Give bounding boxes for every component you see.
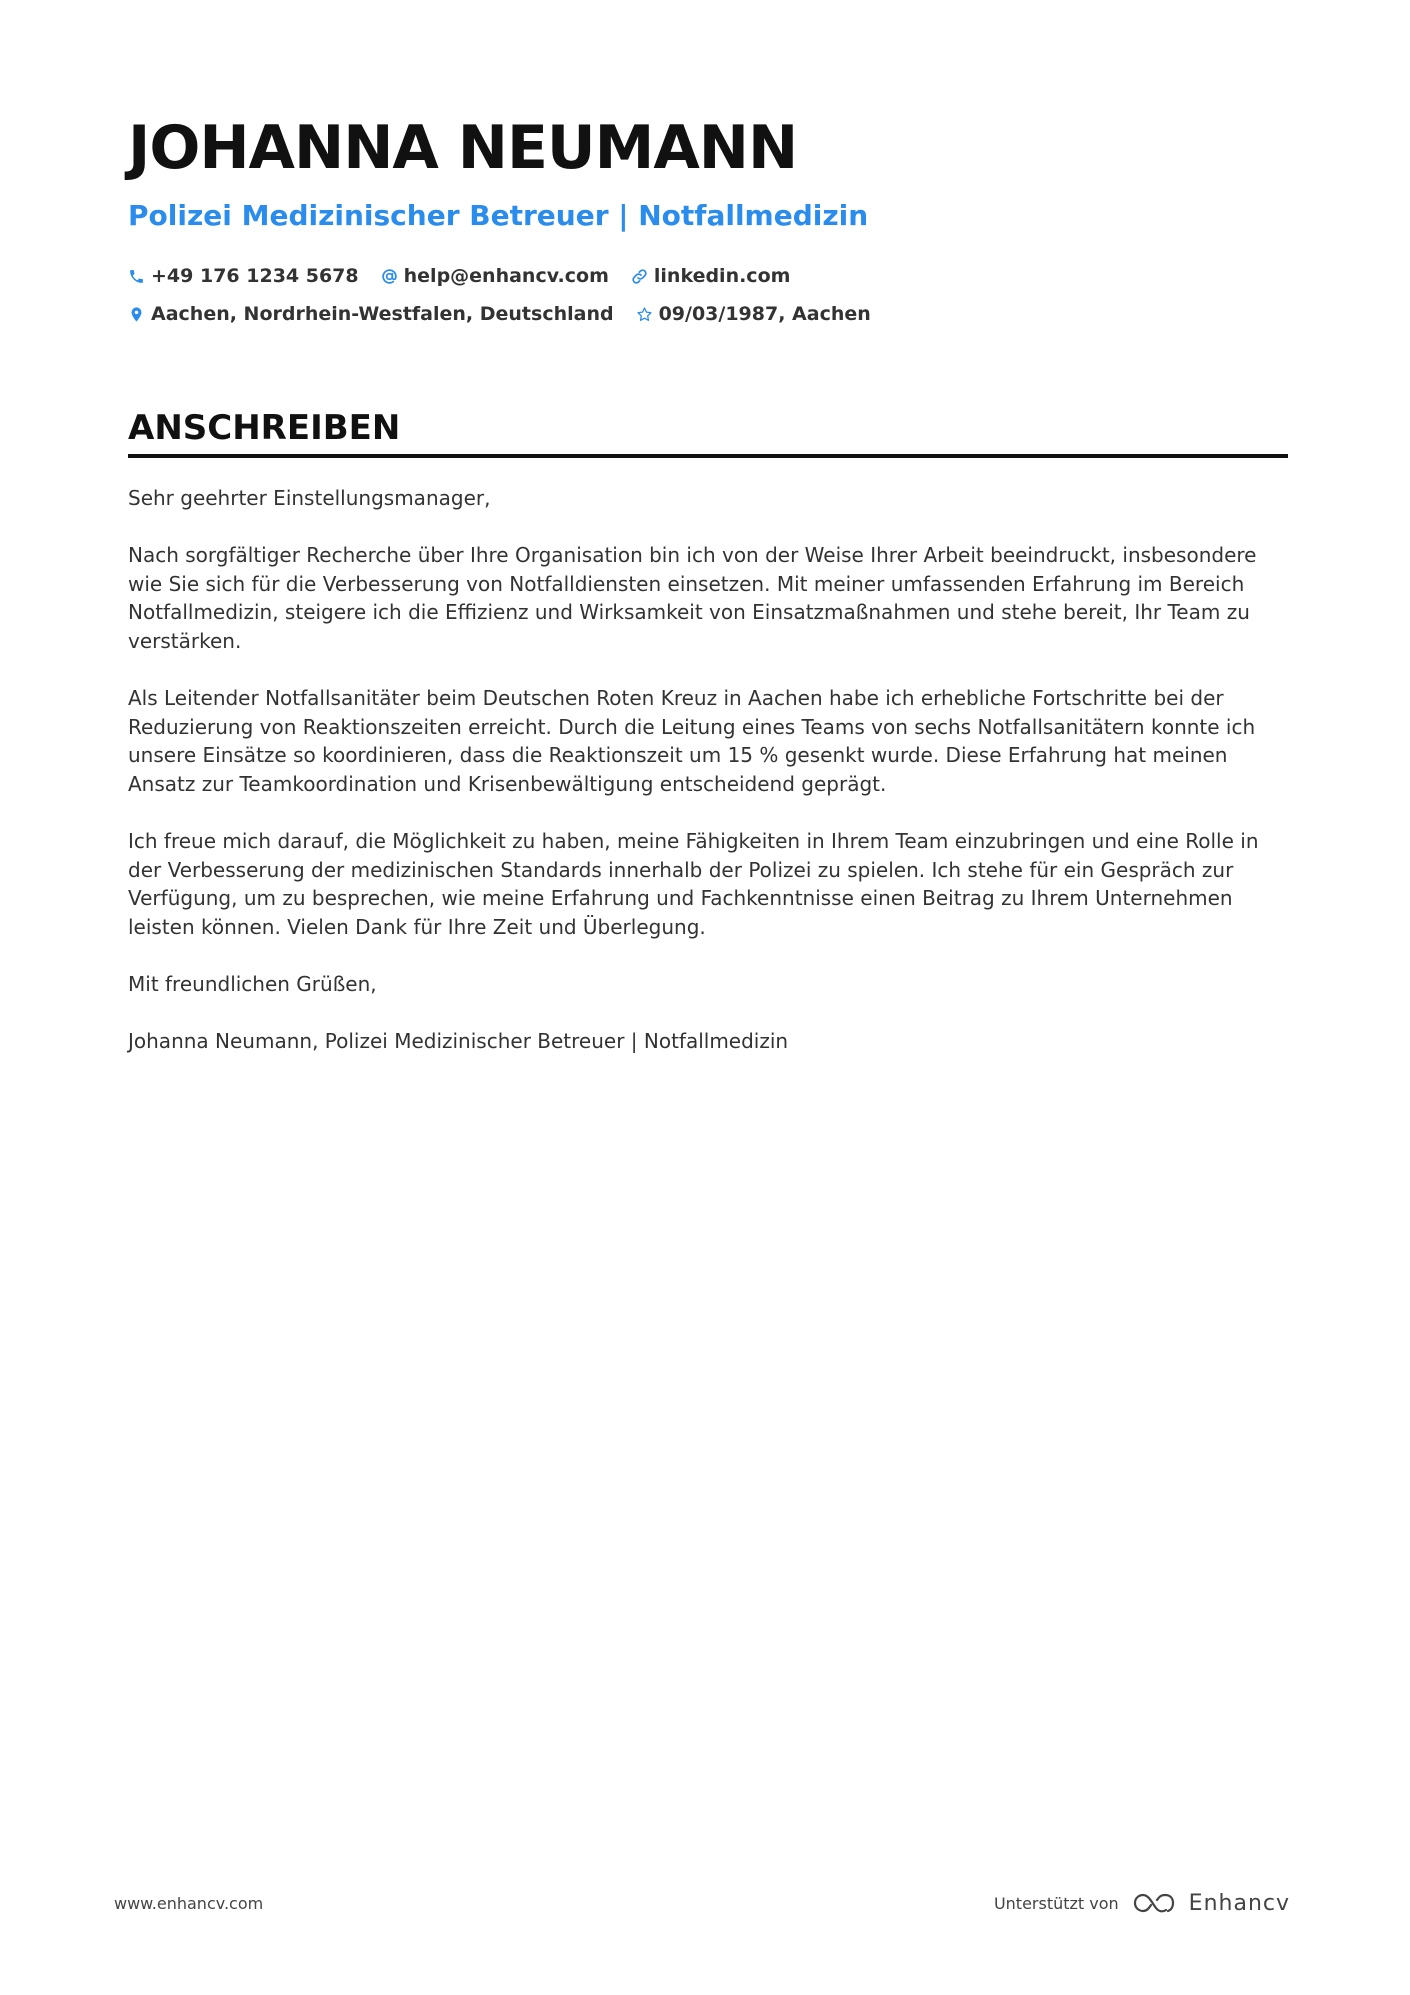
- letter-signature: Johanna Neumann, Polizei Medizinischer Betreuer | Notfallmedizin: [128, 1029, 789, 1054]
- section-title: ANSCHREIBEN: [128, 408, 401, 448]
- contact-phone[interactable]: [128, 262, 359, 290]
- cover-letter-section: [128, 405, 1288, 1084]
- phone-icon: [128, 268, 145, 285]
- letter-salutation: Sehr geehrter Einstellungsmanager,: [128, 486, 491, 510]
- contact-location-text: Aachen, Nordrhein-Westfalen, Deutschland: [151, 303, 614, 325]
- candidate-title: Polizei Medizinischer Betreuer | Notfallmedizin: [128, 199, 869, 232]
- letter-closing: Mit freundlichen Grüßen,: [128, 972, 377, 997]
- contact-birth: [636, 300, 871, 328]
- section-divider: [128, 454, 1288, 458]
- contact-email-text: help@enhancv.com: [403, 265, 609, 287]
- at-icon: [381, 268, 398, 285]
- contact-list: [128, 262, 1288, 328]
- contact-linkedin-text: linkedin.com: [653, 265, 791, 287]
- contact-location: [128, 300, 614, 328]
- powered-by-label: Unterstützt von: [993, 1893, 1119, 1913]
- letter-paragraph: Ich freue mich darauf, die Möglichkeit zu haben, meine Fähigkeiten in Ihrem Team einzubringen und eine Rolle in der Verbesserung der medizinischen Standards innerhalb der Polizei zu spielen. Ich stehe für ein Gespräch zur Verfügung, um zu besprechen, wie meine Erfahrung und Fachkenntnisse einen Beitrag zu Ihrem Unternehmen leisten können. Vielen Dank für Ihre Zeit und Überlegung.: [128, 829, 1259, 939]
- header: [128, 108, 1288, 328]
- enhancv-logo-icon: [1131, 1890, 1177, 1916]
- brand-name: Enhancv: [1188, 1890, 1290, 1916]
- letter-paragraph: Als Leitender Notfallsanitäter beim Deutschen Roten Kreuz in Aachen habe ich erhebliche Fortschritte bei der Reduzierung von Reaktionszeiten erreicht. Durch die Leitung eines Teams von sechs Notfallsanitätern konnte ich unsere Einsätze so koordinieren, dass die Reaktionszeit um 15 % gesenkt wurde. Diese Erfahrung hat meinen Ansatz zur Teamkoordination und Krisenbewältigung entscheidend geprägt.: [128, 686, 1256, 796]
- candidate-name: JOHANNA NEUMANN: [128, 113, 798, 183]
- location-pin-icon: [128, 306, 145, 323]
- footer-brand[interactable]: [994, 1888, 1290, 1918]
- contact-email[interactable]: [381, 262, 609, 290]
- contact-linkedin[interactable]: [631, 262, 791, 290]
- letter-paragraph: Nach sorgfältiger Recherche über Ihre Organisation bin ich von der Weise Ihrer Arbeit beeindruckt, insbesondere wie Sie sich für die Verbesserung von Notfalldiensten einsetzen. Mit meiner umfassenden Erfahrung im Bereich Notfallmedizin, steigere ich die Effizienz und Wirksamkeit von Einsatzmaßnahmen und stehe bereit, Ihr Team zu verstärken.: [128, 543, 1257, 653]
- star-icon: [636, 306, 653, 323]
- letter-body: [128, 484, 1288, 1056]
- contact-phone-text: +49 176 1234 5678: [151, 265, 359, 287]
- footer-url-link[interactable]: www.enhancv.com: [114, 1894, 264, 1913]
- link-icon: [631, 268, 648, 285]
- footer: [114, 1888, 1290, 1918]
- contact-birth-text: 09/03/1987, Aachen: [658, 303, 871, 325]
